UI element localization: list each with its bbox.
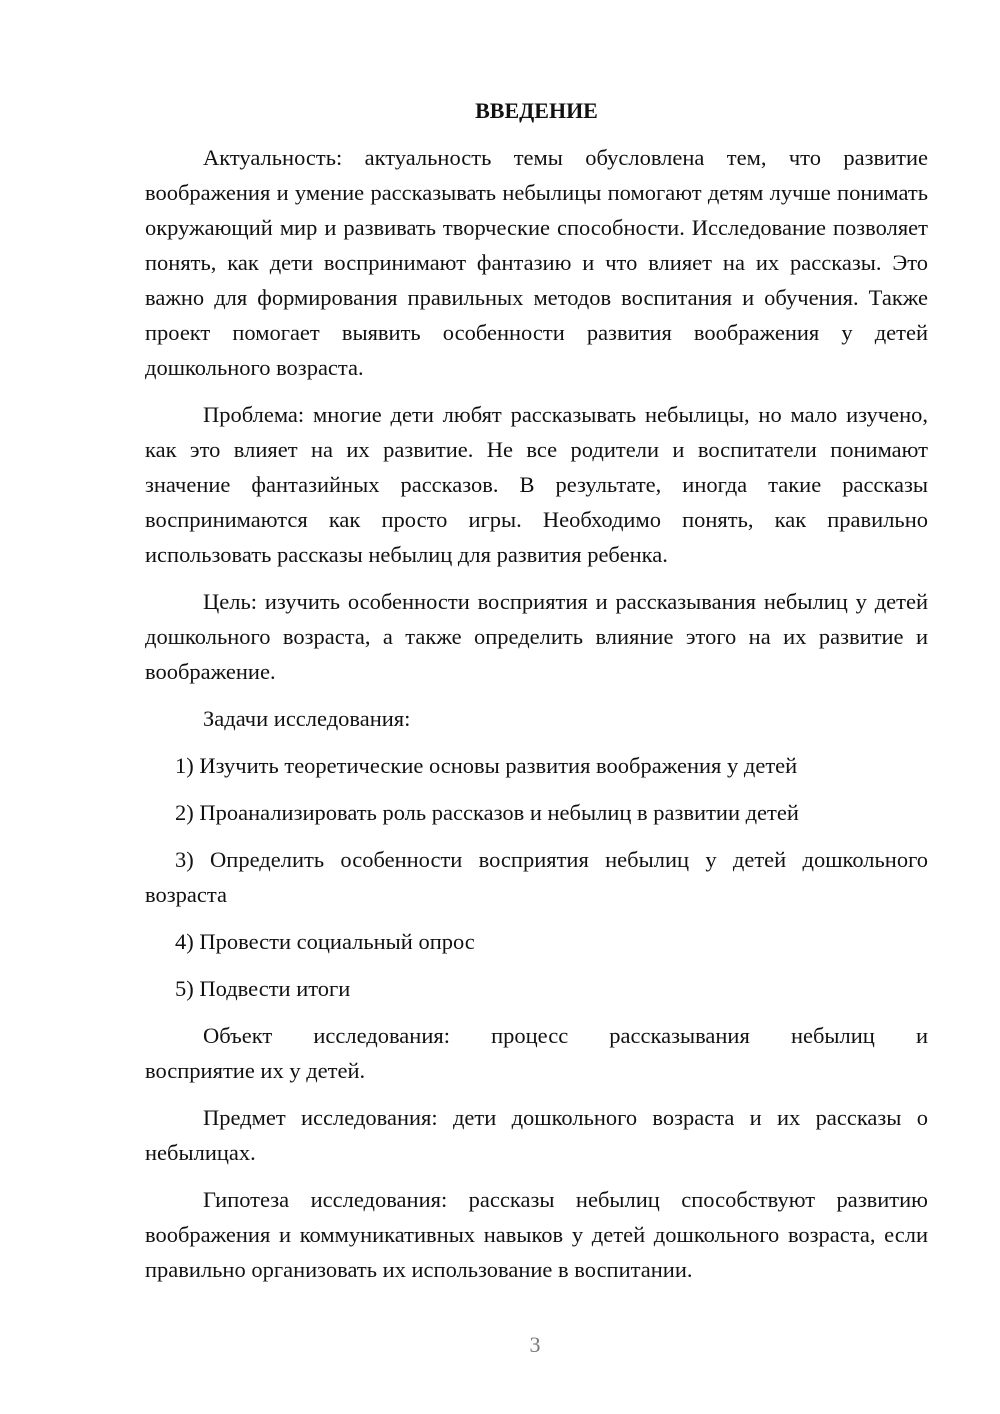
paragraph-object-line2: восприятие их у детей.	[145, 1058, 366, 1083]
paragraph-relevance: Актуальность: актуальность темы обусловлена тем, что развитие воображения и умение рассказывать небылицы помогают детям лучше понимать окружающий мир и развивать творческие способности. Исследование позволяет понять, как дети воспринимают фантазию и что влияет на их рассказы. Это важно для формирования правильных методов воспитания и обучения. Также проект помогает выявить особенности развития воображения у детей дошкольного возраста.	[145, 145, 928, 380]
page-number: 3	[529, 1332, 541, 1357]
page-title: ВВЕДЕНИЕ	[475, 98, 598, 123]
task-item: 2) Проанализировать роль рассказов и небылиц в развитии детей	[175, 800, 799, 825]
document-body	[145, 96, 928, 1299]
paragraph-object-line1: Объект исследования: процесс рассказывания небылиц и	[203, 1023, 928, 1048]
paragraph-hypothesis: Гипотеза исследования: рассказы небылиц способствуют развитию воображения и коммуникативных навыков у детей дошкольного возраста, если правильно организовать их использование в воспитании.	[145, 1187, 928, 1282]
task-item: 3) Определить особенности восприятия небылиц у детей дошкольного возраста	[145, 847, 928, 907]
task-item: 4) Провести социальный опрос	[175, 929, 475, 954]
paragraph-problem: Проблема: многие дети любят рассказывать небылицы, но мало изучено, как это влияет на их развитие. Не все родители и воспитатели понимают значение фантазийных рассказов. В результате, иногда такие рассказы воспринимаются как просто игры. Необходимо понять, как правильно использовать рассказы небылиц для развития ребенка.	[145, 402, 928, 567]
paragraph-goal: Цель: изучить особенности восприятия и рассказывания небылиц у детей дошкольного возраста, а также определить влияние этого на их развитие и воображение.	[145, 589, 928, 684]
task-item: 5) Подвести итоги	[175, 976, 351, 1001]
paragraph-subject: Предмет исследования: дети дошкольного возраста и их рассказы о небылицах.	[145, 1105, 928, 1165]
tasks-heading: Задачи исследования:	[203, 706, 411, 731]
task-item: 1) Изучить теоретические основы развития воображения у детей	[175, 753, 798, 778]
